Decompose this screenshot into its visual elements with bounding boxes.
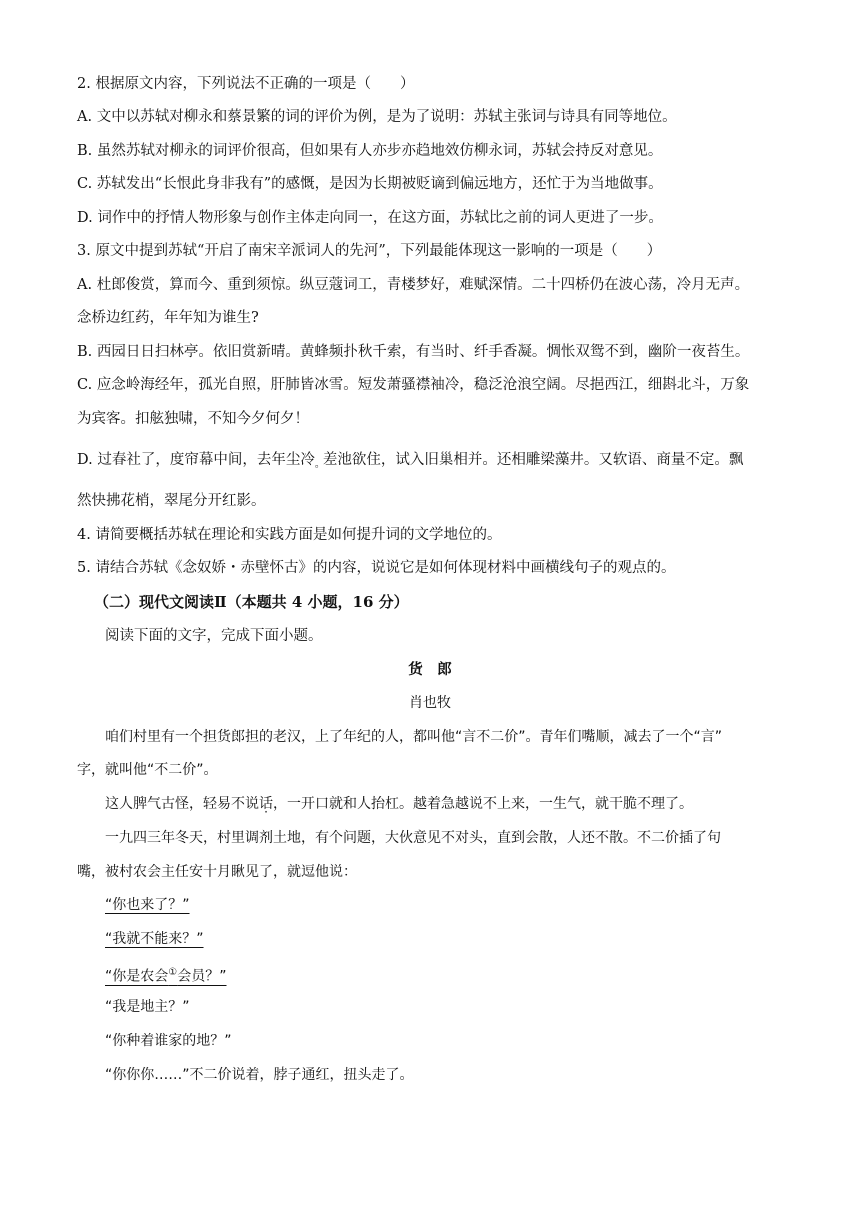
dialogue-line-6: “你你你……”不二价说着，脖子通红，扭头走了。 bbox=[105, 1067, 414, 1083]
question-3-stem: 3. 原文中提到苏轼“开启了南宋辛派词人的先河”，下列最能体现这一影响的一项是（ ） bbox=[77, 243, 662, 259]
question-3-option-d-cont: 然快拂花梢，翠尾分开红影。 bbox=[77, 493, 266, 509]
question-3-option-a: A. 杜郎俊赏，算而今、重到须惊。纵豆蔻词工，青楼梦好，难赋深情。二十四桥仍在波心荡，冷月无声。 bbox=[77, 277, 750, 293]
question-3-option-b: B. 西园日日扫林亭。依旧赏新晴。黄蜂频扑秋千索，有当时、纤手香凝。惆怅双鸳不到，幽阶一夜苔生。 bbox=[77, 344, 750, 360]
story-author: 肖也牧 bbox=[409, 695, 451, 711]
dialogue-3-part2: 会员？” bbox=[177, 968, 227, 985]
question-3-option-c: C. 应念岭海经年，孤光自照，肝肺皆冰雪。短发萧骚襟袖冷，稳泛沧浪空阔。尽挹西江，细斟北斗，万象 bbox=[77, 377, 750, 393]
question-2-option-a: A. 文中以苏轼对柳永和蔡景繁的词的评价为例，是为了说明：苏轼主张词与诗具有同等地位。 bbox=[77, 109, 677, 125]
story-paragraph-3: 一九四三年冬天，村里调剂土地，有个问题，大伙意见不对头，直到会散，人还不散。不二价插了句 bbox=[105, 830, 721, 846]
section-title: （二）现代文阅读Ⅱ（本题共 4 小题，16 分） bbox=[94, 593, 409, 611]
question-4: 4. 请简要概括苏轼在理论和实践方面是如何提升词的文学地位的。 bbox=[77, 527, 502, 543]
question-3-option-d bbox=[77, 450, 743, 470]
story-paragraph-1-cont: 字，就叫他“不二价”。 bbox=[77, 762, 218, 778]
question-2-option-b: B. 虽然苏轼对柳永的词评价很高，但如果有人亦步亦趋地效仿柳永词，苏轼会持反对意见。 bbox=[77, 143, 663, 159]
dotted-character: 话 bbox=[259, 796, 273, 812]
story-paragraph-2 bbox=[105, 794, 693, 814]
dialogue-line-5: “你种着谁家的地？” bbox=[105, 1033, 232, 1049]
footnote-marker: ① bbox=[168, 967, 178, 978]
question-3-option-c-cont: 为宾客。扣舷独啸，不知今夕何夕！ bbox=[77, 411, 309, 427]
question-3-option-a-cont: 念桥边红药，年年知为谁生? bbox=[77, 310, 259, 326]
question-2-option-c: C. 苏轼发出“长恨此身非我有”的感慨，是因为长期被贬谪到偏远地方，还忙于为当地做事。 bbox=[77, 176, 663, 192]
dialogue-line-3 bbox=[105, 963, 227, 987]
dialogue-3-part1: “你是农会 bbox=[105, 968, 169, 985]
question-2-stem: 2. 根据原文内容，下列说法不正确的一项是（ ） bbox=[77, 76, 415, 92]
option-d-part2: 差池欲住，试入旧巢相并。还相雕梁藻井。又软语、商量不定。飘 bbox=[322, 452, 744, 468]
story-paragraph-1: 咱们村里有一个担货郎担的老汉，上了年纪的人，都叫他“言不二价”。青年们嘴顺，减去了一个“言” bbox=[105, 729, 723, 745]
story-title: 货 郎 bbox=[408, 661, 452, 678]
dialogue-line-4: “我是地主？” bbox=[105, 999, 190, 1015]
story-paragraph-3-cont: 嘴，被村农会主任安十月瞅见了，就逗他说： bbox=[77, 864, 357, 880]
question-5: 5. 请结合苏轼《念奴娇・赤壁怀古》的内容，说说它是如何体现材料中画横线句子的观点的。 bbox=[77, 560, 676, 576]
dialogue-line-1: “你也来了？” bbox=[105, 897, 190, 913]
question-2-option-d: D. 词作中的抒情人物形象与创作主体走向同一，在这方面，苏轼比之前的词人更进了一步。 bbox=[77, 210, 663, 226]
reading-instruction: 阅读下面的文字，完成下面小题。 bbox=[105, 628, 323, 644]
paragraph-2-part1: 这人脾气古怪，轻易不说 bbox=[105, 796, 259, 812]
option-d-part1: D. 过春社了，度帘幕中间，去年尘冷 bbox=[77, 452, 315, 468]
emphasis-dot: 。 bbox=[314, 459, 325, 470]
paragraph-2-part2: ，一开口就和人抬杠。越着急越说不上来，一生气，就干脆不理了。 bbox=[273, 796, 693, 812]
dialogue-line-2: “我就不能来？” bbox=[105, 931, 204, 947]
